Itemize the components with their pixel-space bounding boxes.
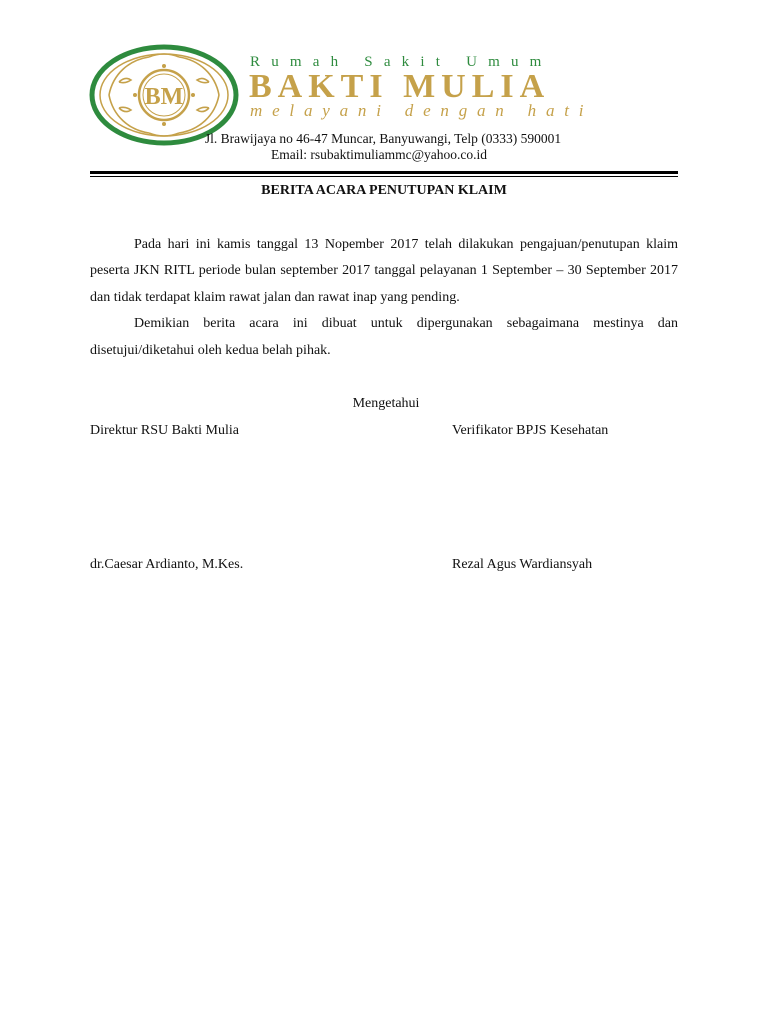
address-line: Jl. Brawijaya no 46-47 Muncar, Banyuwangi, Telp (0333) 590001: [204, 131, 562, 146]
brand-line-hospital-name: BAKTI MULIA: [249, 68, 551, 105]
letterhead-divider-thick: [90, 171, 678, 174]
brand-line-tagline: melayani dengan hati: [250, 101, 594, 120]
signatory-right-name: Rezal Agus Wardiansyah: [452, 557, 593, 572]
signature-heading: Mengetahui: [352, 396, 420, 411]
body-paragraph-2: Demikian berita acara ini dibuat untuk dipergunakan sebagaimana mestinya dan disetujui/diketahui oleh kedua belah pihak.: [90, 316, 678, 358]
signatory-left-name: dr.Caesar Ardianto, M.Kes.: [90, 557, 244, 572]
email-line: Email: rsubaktimuliammc@yahoo.co.id: [270, 147, 487, 162]
logo-monogram: BM: [144, 84, 184, 110]
document-body: [90, 232, 678, 364]
signatory-right-title: Verifikator BPJS Kesehatan: [452, 423, 609, 438]
letterhead-divider-thin: [90, 176, 678, 177]
brand-line-hospital-type: Rumah Sakit Umum: [250, 54, 553, 70]
letterhead-address-block: [0, 131, 768, 163]
document-title: BERITA ACARA PENUTUPAN KLAIM: [261, 183, 507, 198]
body-paragraph-1: Pada hari ini kamis tanggal 13 Nopember 2017 telah dilakukan pengajuan/penutupan klaim peserta JKN RITL periode bulan september 2017 tanggal pelayanan 1 September – 30 September 2017 dan tidak terdapat klaim rawat jalan dan rawat inap yang pending.: [90, 237, 678, 305]
signatory-left-title: Direktur RSU Bakti Mulia: [90, 423, 239, 438]
